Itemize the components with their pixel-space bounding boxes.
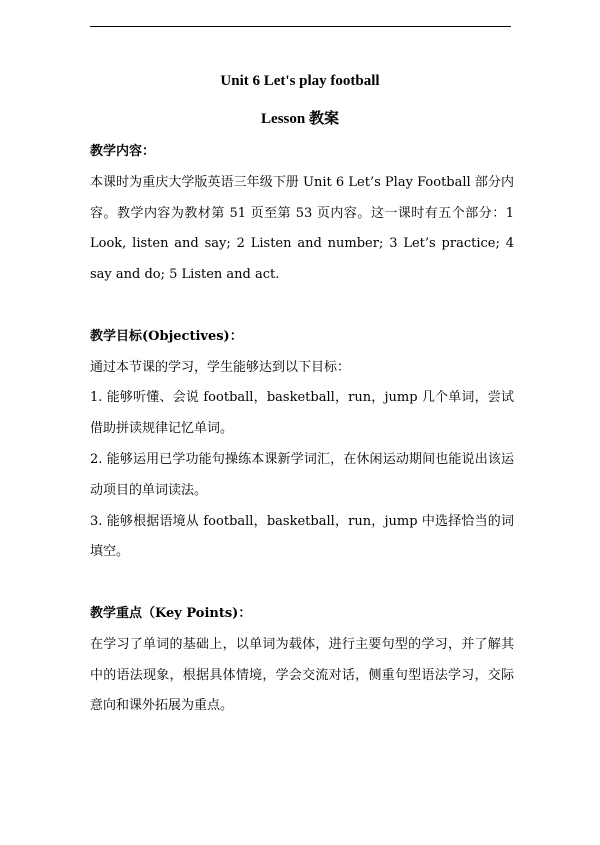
section-heading-content: 教学内容： [90, 144, 156, 159]
document-body [90, 137, 514, 722]
section-teaching-content [90, 137, 514, 291]
section-objectives [90, 322, 514, 568]
section-heading-key-points: 教学重点（Key Points)： [90, 605, 252, 621]
section-heading-objectives: 教学目标(Objectives)： [90, 328, 243, 344]
content-paragraph: 本课时为重庆大学版英语三年级下册 Unit 6 Let’s Play Football 部分内容。教学内容为教材第 51 页至第 53 页内容。这一课时有五个部分：1 Look, listen and say; 2 Listen and number; 3 Let’s practice; 4 say and do; 5 Listen and act. [90, 174, 514, 283]
section-spacer [90, 568, 514, 599]
objectives-intro: 通过本节课的学习，学生能够达到以下目标： [90, 359, 351, 375]
section-key-points [90, 599, 514, 722]
key-points-paragraph: 在学习了单词的基础上，以单词为载体，进行主要句型的学习，并了解其中的语法现象，根据具体情境，学会交流对话，侧重句型语法学习，交际意向和课外拓展为重点。 [90, 636, 514, 714]
document-title: Unit 6 Let's play football [220, 73, 380, 89]
objective-item-3: 3. 能够根据语境从 football，basketball，run，jump 中选择恰当的词填空。 [90, 513, 514, 560]
objective-item-1: 1. 能够听懂、会说 football，basketball，run，jump 几个单词，尝试借助拼读规律记忆单词。 [90, 390, 514, 437]
section-spacer [90, 291, 514, 322]
objective-item-2: 2. 能够运用已学功能句操练本课新学词汇，在休闲运动期间也能说出该运动项目的单词读法。 [90, 451, 514, 498]
document-subtitle: Lesson 教案 [261, 111, 339, 127]
header-rule [90, 26, 511, 27]
